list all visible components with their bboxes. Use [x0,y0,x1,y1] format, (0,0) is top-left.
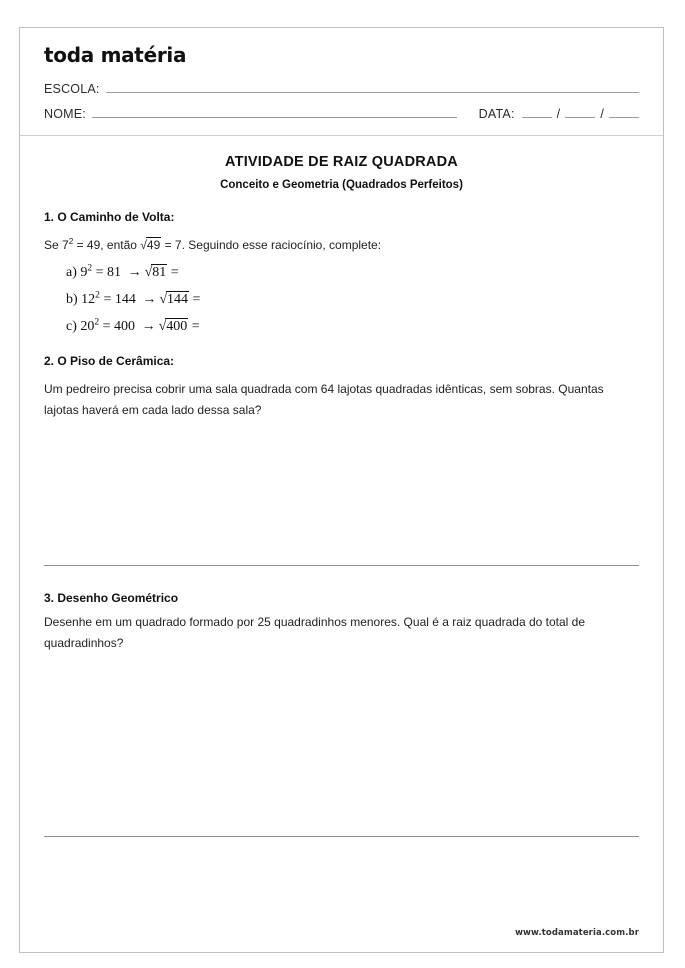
date-label: DATA: [478,107,515,121]
radical-symbol-icon: √ [140,238,147,252]
math-item-c [66,319,639,335]
math-item-c-exponent: 2 [94,317,100,328]
math-item-a [66,265,639,281]
math-item-c-answer-blank[interactable]: = [188,319,200,334]
date-month-input[interactable] [565,107,595,118]
school-label: ESCOLA: [44,82,100,96]
section-2-separator [44,565,639,566]
arrow-right-icon: → [127,265,142,280]
radical-symbol-icon: √ [159,292,168,307]
math-item-c-base: 20 [80,319,95,334]
math-item-b-base: 12 [81,292,96,307]
name-date-field-row [44,107,639,121]
math-item-b-radical [159,292,189,307]
math-item-b-exponent: 2 [95,290,100,301]
section-2-answer-space[interactable] [44,421,639,565]
math-item-c-label: c) [66,319,77,334]
arrow-right-icon: → [142,292,157,307]
section-1-intro [44,235,639,256]
brand-logo: toda matéria [44,43,187,67]
section-2-heading: 2. O Piso de Cerâmica: [44,354,175,368]
section-1-item-list [44,265,639,335]
radical-symbol-icon: √ [144,265,153,280]
school-field-row [44,82,639,96]
date-year-input[interactable] [609,107,639,118]
worksheet-title: ATIVIDADE DE RAIZ QUADRADA [225,154,458,170]
radical-symbol-icon: √ [158,319,167,334]
math-item-a-label: a) [66,265,77,280]
worksheet-subtitle: Conceito e Geometria (Quadrados Perfeitos) [220,179,463,191]
math-item-c-radical [159,319,189,334]
section-1-intro-exponent: 2 [68,237,74,246]
date-separator-2: / [600,107,604,121]
arrow-right-icon: → [141,319,156,334]
section-1-intro-radical [140,238,161,252]
name-input-line[interactable] [92,107,457,118]
math-item-b-radicand: 144 [167,292,189,307]
math-item-b-answer-blank[interactable]: = [189,292,201,307]
section-3-heading: 3. Desenho Geométrico [44,591,179,605]
footer-website-url: www.todamateria.com.br [515,928,639,938]
math-item-a-base: 9 [80,265,88,280]
section-3-body: Desenhe em um quadrado formado por 25 quadradinhos menores. Qual é a raiz quadrada do total de quadradinhos? [44,615,586,650]
section-1-intro-radicand: 49 [146,238,161,252]
date-day-input[interactable] [522,107,552,118]
name-label: NOME: [44,107,86,121]
section-1-heading: 1. O Caminho de Volta: [44,210,175,224]
school-input-line[interactable] [106,82,639,93]
math-item-a-exponent: 2 [87,263,93,274]
math-item-c-radicand: 400 [166,319,188,334]
worksheet-page [19,27,664,953]
worksheet-header [20,28,663,136]
worksheet-footer [20,914,663,952]
worksheet-content [20,136,663,914]
date-separator-1: / [556,107,561,121]
math-item-a-radical [145,265,168,280]
math-item-a-equals: = 81 [92,265,125,280]
math-item-b-label: b) [66,292,78,307]
math-item-a-radicand: 81 [152,265,167,280]
section-3-answer-space[interactable] [44,654,639,836]
section-1-intro-middle: = 49, então [73,238,141,252]
math-item-a-answer-blank[interactable]: = [167,265,179,280]
section-1-intro-prefix: Se 7 [44,238,69,252]
section-2-body: Um pedreiro precisa cobrir uma sala quadrada com 64 lajotas quadradas idênticas, sem sobras. Quantas lajotas haverá em cada lado dessa sala? [44,382,604,417]
date-field-group [479,107,639,121]
math-item-c-equals: = 400 [99,319,139,334]
math-item-b-equals: = 144 [99,292,140,307]
section-3-separator [44,836,639,837]
math-item-b [66,292,639,308]
section-1-intro-suffix: = 7. Seguindo esse raciocínio, complete: [161,238,382,252]
